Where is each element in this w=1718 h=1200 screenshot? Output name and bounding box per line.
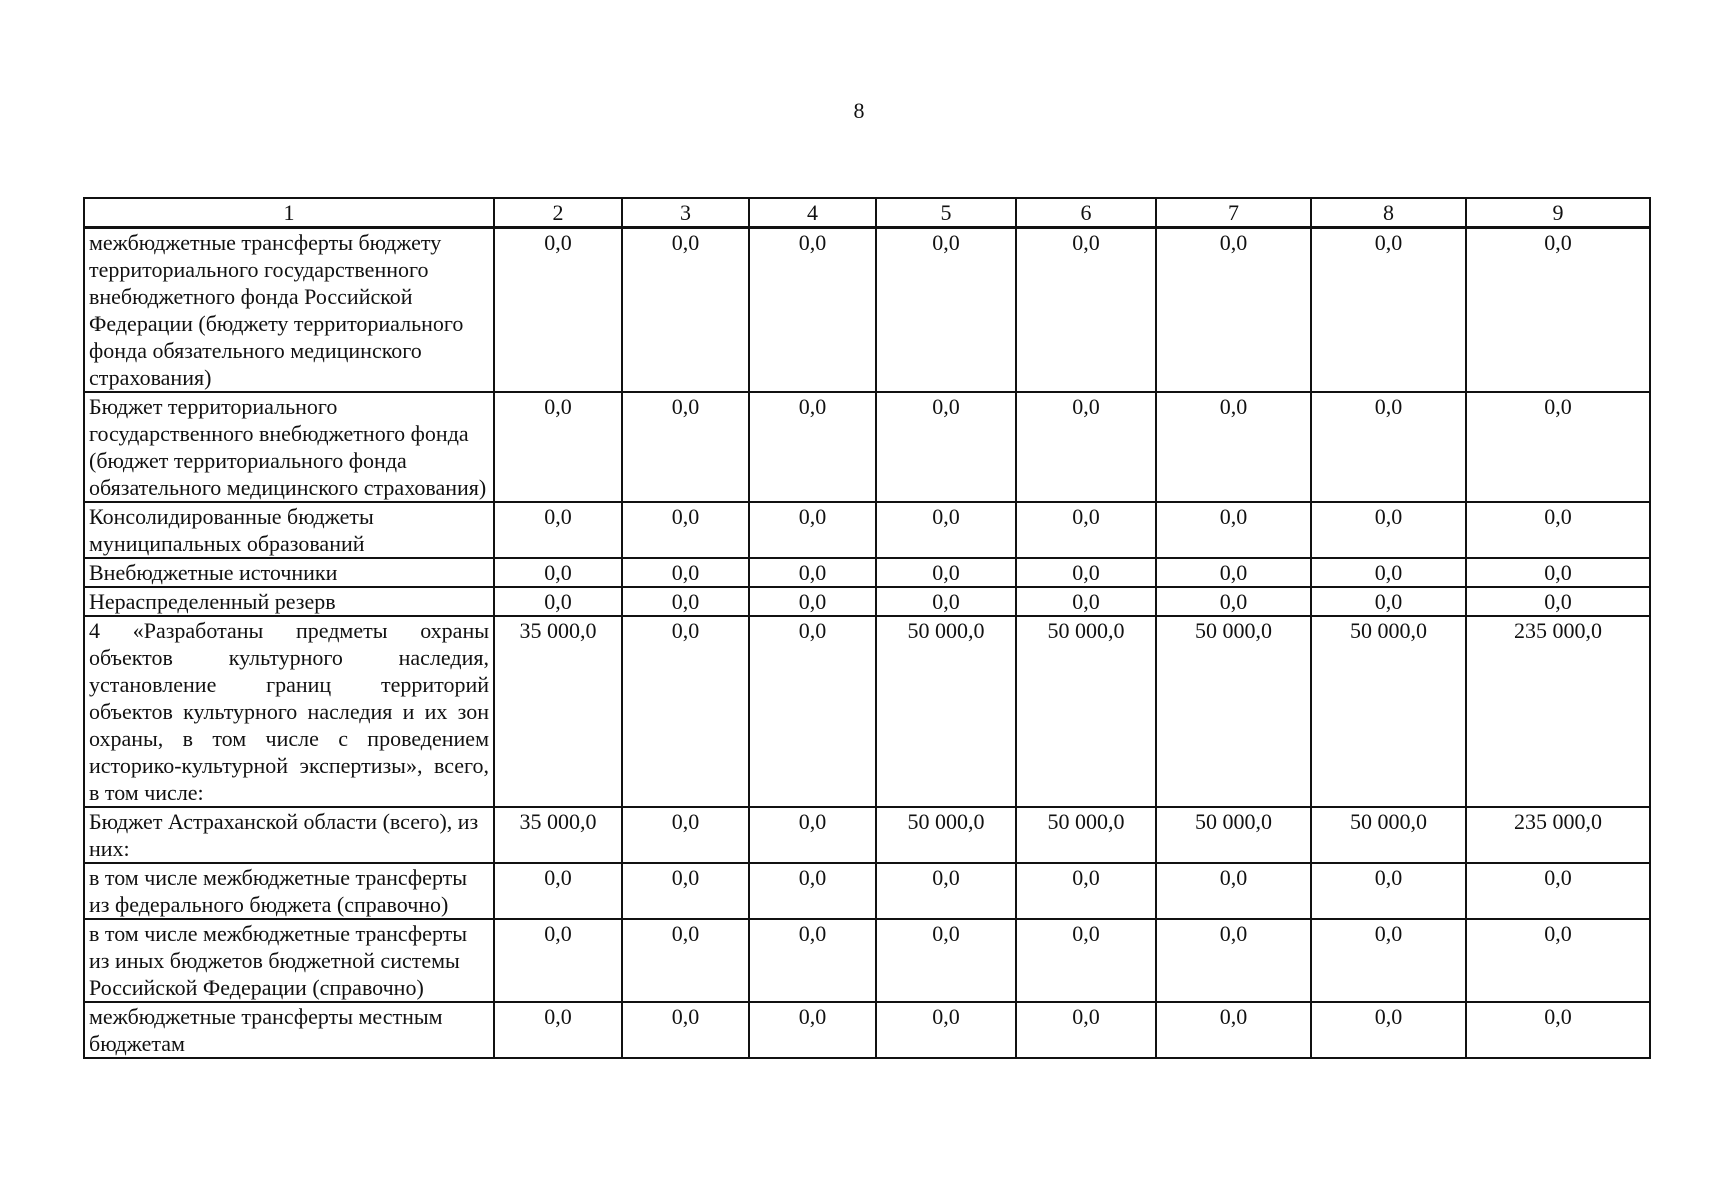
value-cell: 0,0 — [494, 392, 622, 502]
value-cell: 0,0 — [1466, 919, 1650, 1002]
value-cell: 0,0 — [1016, 502, 1156, 558]
value-cell: 0,0 — [876, 502, 1016, 558]
value-cell: 0,0 — [622, 616, 749, 807]
value-cell: 0,0 — [1016, 392, 1156, 502]
header-cell: 6 — [1016, 198, 1156, 228]
value-cell: 0,0 — [1466, 228, 1650, 393]
value-cell: 50 000,0 — [1311, 807, 1466, 863]
value-cell: 0,0 — [622, 919, 749, 1002]
value-cell: 0,0 — [876, 228, 1016, 393]
value-cell: 0,0 — [876, 1002, 1016, 1058]
row-label: 4 «Разработаны предметы охраны объектов культурного наследия, установление границ территорий объектов культурного наследия и их зон охраны, в том числе с проведением историко-культурной экспертизы», всего, в том числе: — [84, 616, 494, 807]
header-cell: 3 — [622, 198, 749, 228]
value-cell: 0,0 — [1156, 1002, 1311, 1058]
value-cell: 0,0 — [1016, 558, 1156, 587]
row-label: Нераспределенный резерв — [84, 587, 494, 616]
table-row — [84, 587, 1650, 616]
value-cell: 0,0 — [1156, 919, 1311, 1002]
table-row — [84, 919, 1650, 1002]
value-cell: 50 000,0 — [1156, 807, 1311, 863]
value-cell: 0,0 — [494, 863, 622, 919]
value-cell: 0,0 — [1466, 863, 1650, 919]
row-label: межбюджетные трансферты местным бюджетам — [84, 1002, 494, 1058]
value-cell: 0,0 — [1156, 228, 1311, 393]
value-cell: 0,0 — [494, 502, 622, 558]
value-cell: 0,0 — [749, 919, 876, 1002]
header-cell: 9 — [1466, 198, 1650, 228]
value-cell: 0,0 — [622, 392, 749, 502]
value-cell: 0,0 — [1311, 558, 1466, 587]
value-cell: 35 000,0 — [494, 807, 622, 863]
value-cell: 0,0 — [1311, 1002, 1466, 1058]
value-cell: 0,0 — [749, 558, 876, 587]
value-cell: 0,0 — [749, 587, 876, 616]
value-cell: 0,0 — [1311, 228, 1466, 393]
table-row — [84, 502, 1650, 558]
value-cell: 0,0 — [1466, 558, 1650, 587]
value-cell: 0,0 — [749, 807, 876, 863]
value-cell: 0,0 — [749, 228, 876, 393]
value-cell: 35 000,0 — [494, 616, 622, 807]
page-number: 8 — [853, 98, 865, 123]
value-cell: 0,0 — [876, 587, 1016, 616]
value-cell: 0,0 — [1466, 1002, 1650, 1058]
value-cell: 0,0 — [1016, 919, 1156, 1002]
value-cell: 0,0 — [1156, 392, 1311, 502]
value-cell: 0,0 — [1466, 392, 1650, 502]
value-cell: 0,0 — [1016, 863, 1156, 919]
value-cell: 0,0 — [749, 616, 876, 807]
header-row — [84, 198, 1650, 228]
table-body — [84, 228, 1650, 1059]
value-cell: 50 000,0 — [1311, 616, 1466, 807]
value-cell: 0,0 — [622, 558, 749, 587]
value-cell: 0,0 — [494, 1002, 622, 1058]
value-cell: 0,0 — [1156, 587, 1311, 616]
row-label: Бюджет Астраханской области (всего), из них: — [84, 807, 494, 863]
value-cell: 0,0 — [749, 1002, 876, 1058]
header-cell: 7 — [1156, 198, 1311, 228]
value-cell: 0,0 — [1311, 502, 1466, 558]
value-cell: 235 000,0 — [1466, 616, 1650, 807]
value-cell: 0,0 — [1156, 502, 1311, 558]
value-cell: 0,0 — [1466, 502, 1650, 558]
table-row — [84, 228, 1650, 393]
budget-table — [83, 197, 1651, 1059]
value-cell: 0,0 — [494, 558, 622, 587]
value-cell: 0,0 — [1016, 228, 1156, 393]
value-cell: 50 000,0 — [876, 807, 1016, 863]
value-cell: 0,0 — [876, 392, 1016, 502]
table-row — [84, 807, 1650, 863]
header-cell: 5 — [876, 198, 1016, 228]
value-cell: 0,0 — [1016, 587, 1156, 616]
value-cell: 0,0 — [1311, 392, 1466, 502]
value-cell: 0,0 — [876, 863, 1016, 919]
value-cell: 0,0 — [876, 919, 1016, 1002]
value-cell: 0,0 — [622, 587, 749, 616]
table-row — [84, 392, 1650, 502]
value-cell: 0,0 — [749, 502, 876, 558]
value-cell: 0,0 — [1016, 1002, 1156, 1058]
value-cell: 0,0 — [622, 502, 749, 558]
value-cell: 0,0 — [1156, 558, 1311, 587]
value-cell: 0,0 — [1311, 919, 1466, 1002]
value-cell: 0,0 — [494, 919, 622, 1002]
value-cell: 0,0 — [876, 558, 1016, 587]
value-cell: 0,0 — [494, 228, 622, 393]
value-cell: 50 000,0 — [1016, 807, 1156, 863]
row-label: Консолидированные бюджеты муниципальных образований — [84, 502, 494, 558]
row-label: межбюджетные трансферты бюджету территориального государственного внебюджетного фонда Российской Федерации (бюджету территориального фонда обязательного медицинского страхования) — [84, 228, 494, 393]
value-cell: 0,0 — [1156, 863, 1311, 919]
value-cell: 50 000,0 — [876, 616, 1016, 807]
value-cell: 0,0 — [622, 807, 749, 863]
row-label: Бюджет территориального государственного внебюджетного фонда (бюджет территориального фонда обязательного медицинского страхования) — [84, 392, 494, 502]
value-cell: 0,0 — [622, 863, 749, 919]
value-cell: 0,0 — [1311, 587, 1466, 616]
value-cell: 0,0 — [622, 1002, 749, 1058]
value-cell: 0,0 — [749, 863, 876, 919]
value-cell: 0,0 — [749, 392, 876, 502]
row-label: в том числе межбюджетные трансферты из иных бюджетов бюджетной системы Российской Федерации (справочно) — [84, 919, 494, 1002]
value-cell: 235 000,0 — [1466, 807, 1650, 863]
value-cell: 0,0 — [494, 587, 622, 616]
value-cell: 50 000,0 — [1016, 616, 1156, 807]
value-cell: 50 000,0 — [1156, 616, 1311, 807]
value-cell: 0,0 — [1466, 587, 1650, 616]
header-cell: 2 — [494, 198, 622, 228]
value-cell: 0,0 — [622, 228, 749, 393]
row-label: в том числе межбюджетные трансферты из федерального бюджета (справочно) — [84, 863, 494, 919]
header-cell: 4 — [749, 198, 876, 228]
header-cell: 8 — [1311, 198, 1466, 228]
row-label: Внебюджетные источники — [84, 558, 494, 587]
table-row — [84, 863, 1650, 919]
table-row — [84, 558, 1650, 587]
header-cell: 1 — [84, 198, 494, 228]
value-cell: 0,0 — [1311, 863, 1466, 919]
table-row — [84, 1002, 1650, 1058]
table-row — [84, 616, 1650, 807]
